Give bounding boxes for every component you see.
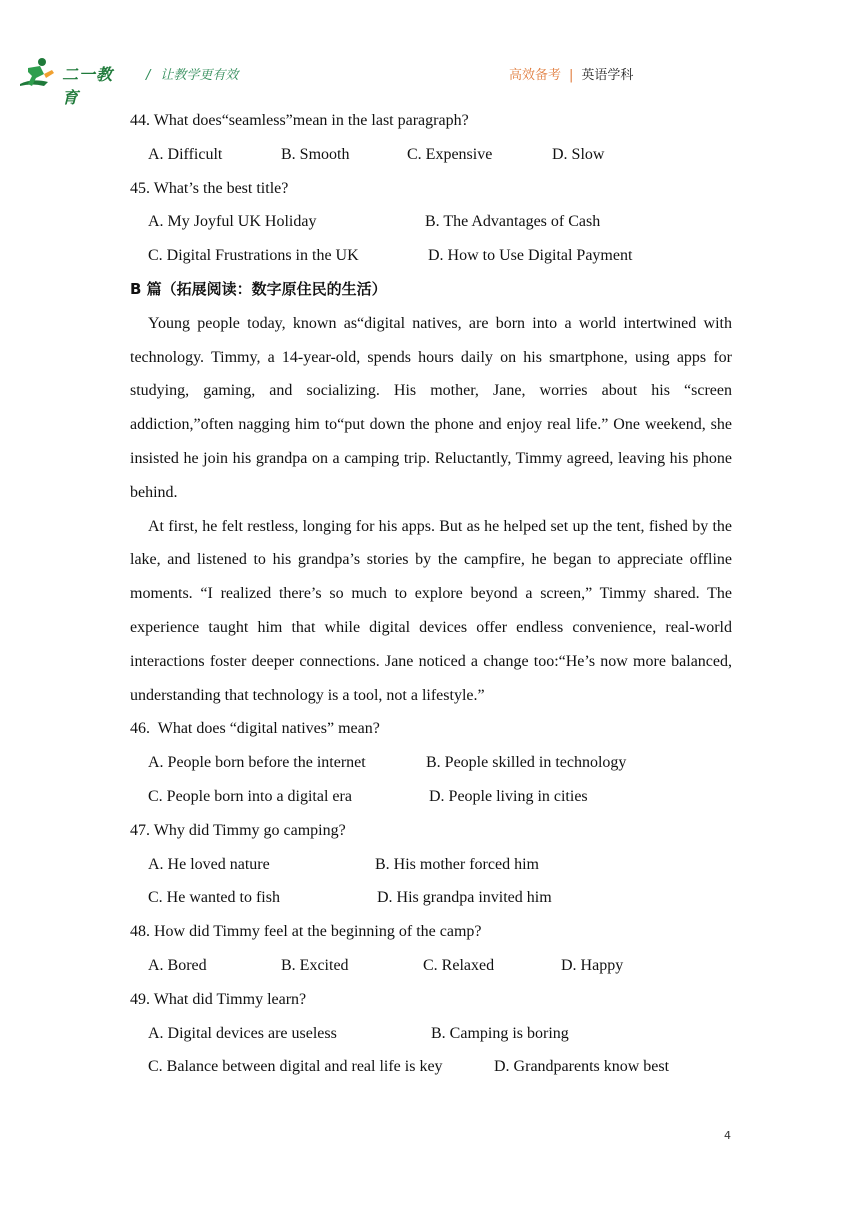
paragraph-text: At first, he felt restless, longing for his apps. But as he helped set up the tent, fished by the lake, and listened to his grandpa’s stories by the campfire, he began to appreciate offline moments. “I realized there’s so much to explore beyond a screen,” Timmy shared. The experience taught him that while digital devices offer endless convenience, real-world interactions foster deeper connections. Jane noticed a change too:“He’s now more balanced, understanding that technology is a tool, not a lifestyle.” (130, 517, 732, 704)
document-body (130, 104, 732, 1084)
option-b: B. People skilled in technology (426, 754, 627, 772)
option-a: A. My Joyful UK Holiday (148, 213, 317, 231)
options-row-49a (130, 1017, 732, 1051)
option-d: D. Grandparents know best (494, 1058, 670, 1076)
slogan-slash: / (146, 68, 151, 83)
option-b: B. The Advantages of Cash (425, 213, 601, 231)
option-d: D. His grandpa invited him (377, 889, 552, 907)
passage-paragraph-2 (130, 510, 732, 713)
option-a: A. Difficult (148, 145, 223, 163)
section-heading: B 篇（拓展阅读：数字原住民的生活） (130, 279, 387, 298)
logo (18, 56, 128, 107)
slogan (146, 64, 238, 83)
question-stem-47: 47. Why did Timmy go camping? (130, 821, 346, 839)
question-stem-44: 44. What does“seamless”mean in the last paragraph? (130, 112, 469, 129)
paragraph-text: Young people today, known as“digital natives, are born into a world intertwined with technology. Timmy, a 14-year-old, spends hours daily on his smartphone, using apps for studying, gaming, and socializing. His mother, Jane, worries about his “screen addiction,”often nagging him to“put down the phone and enjoy real life.” One weekend, she insisted he join his grandpa on a camping trip. Reluctantly, Timmy agreed, leaving his phone behind. (130, 314, 732, 501)
slogan-text: 让教学更有效 (160, 68, 239, 83)
options-row-46a (130, 746, 732, 780)
option-b: B. Smooth (281, 145, 350, 163)
question-stem-49: 49. What did Timmy learn? (130, 990, 307, 1008)
options-row-45b (130, 239, 732, 273)
option-c: C. Expensive (407, 145, 493, 163)
logo-text: 二一教育 (62, 65, 114, 107)
option-d: D. Slow (552, 145, 605, 163)
page-number: 4 (724, 1129, 731, 1142)
page-header (0, 52, 860, 107)
options-row-49b (130, 1050, 732, 1084)
subject-label (509, 64, 633, 83)
options-row-47a (130, 848, 732, 882)
question-stem-46: 46. What does “digital natives” mean? (130, 720, 380, 738)
subject-name: 英语学科 (581, 68, 634, 83)
options-row-45a (130, 205, 732, 239)
question-stem-45: 45. What’s the best title? (130, 179, 289, 197)
options-row-46b (130, 780, 732, 814)
option-c: C. Relaxed (423, 956, 495, 974)
runner-logo-icon (18, 56, 58, 90)
passage-paragraph-1 (130, 307, 732, 510)
exam-prep-label: 高效备考 (509, 68, 562, 83)
option-a: A. People born before the internet (148, 754, 366, 772)
options-row-48 (130, 949, 732, 983)
option-c: C. Balance between digital and real life is key (148, 1058, 443, 1076)
options-row-47b (130, 881, 732, 915)
option-d: D. How to Use Digital Payment (428, 247, 633, 265)
option-d: D. Happy (561, 956, 624, 974)
question-stem-48: 48. How did Timmy feel at the beginning of the camp? (130, 923, 482, 941)
option-d: D. People living in cities (429, 787, 588, 805)
option-a: A. Bored (148, 956, 207, 974)
option-c: C. People born into a digital era (148, 787, 352, 805)
option-a: A. Digital devices are useless (148, 1024, 337, 1042)
options-row-44 (130, 138, 732, 172)
option-c: C. He wanted to fish (148, 889, 280, 907)
option-c: C. Digital Frustrations in the UK (148, 247, 359, 265)
option-a: A. He loved nature (148, 855, 270, 873)
option-b: B. Excited (281, 956, 349, 974)
option-b: B. His mother forced him (375, 855, 539, 873)
header-separator: | (569, 68, 574, 83)
option-b: B. Camping is boring (431, 1024, 569, 1042)
